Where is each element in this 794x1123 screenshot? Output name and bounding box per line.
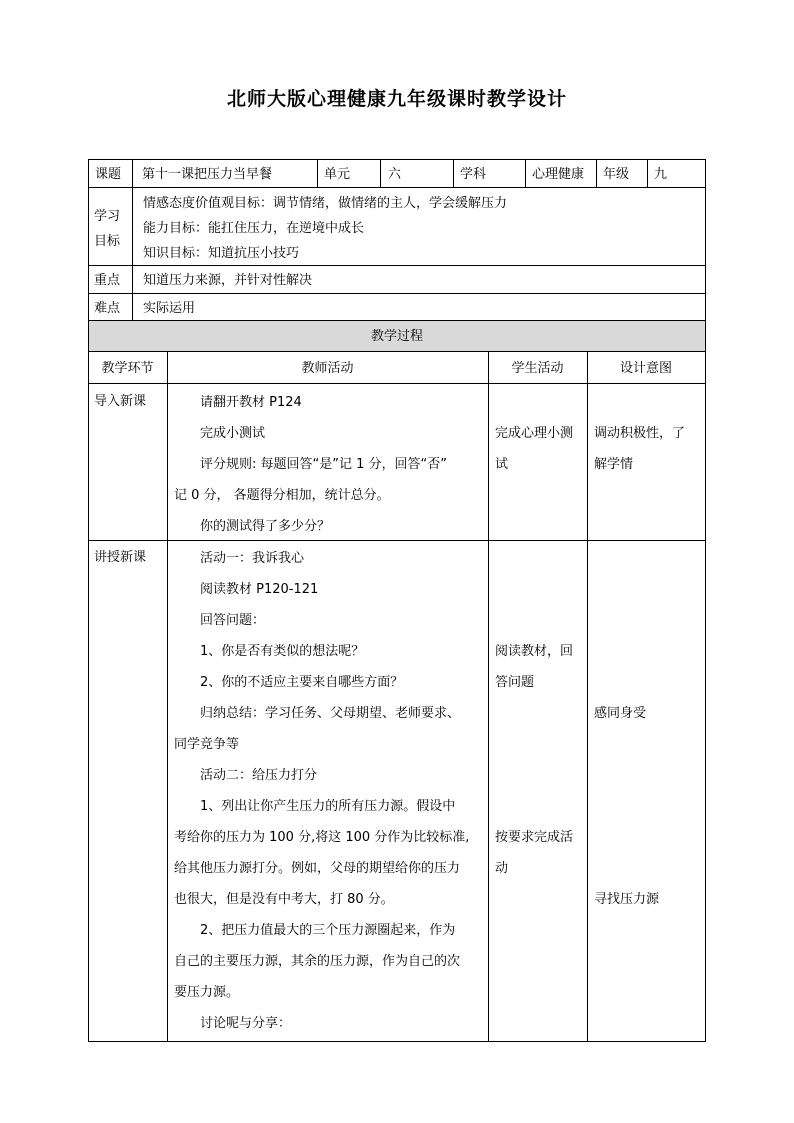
lecture-teacher-line: 阅读教材 P120-121 [200,582,319,597]
rule [317,159,318,187]
rule [88,187,706,188]
lecture-student-line: 动 [495,861,509,876]
goal-ability: 能力目标：能扛住压力，在逆境中成长 [143,221,365,236]
rule [88,265,706,266]
goal-attitude: 情感态度价值观目标：调节情绪，做情绪的主人，学会缓解压力 [143,196,508,211]
rule [88,159,706,160]
rule [88,320,706,321]
intro-teacher-line: 评分规则: 每题回答“是”记 1 分，回答“否” [200,457,447,472]
lecture-teacher-line: 考给你的压力为 100 分,将这 100 分作为比较标准, [174,830,470,845]
lecture-teacher-line: 同学竞争等 [174,737,240,752]
lecture-teacher-line: 活动一：我诉我心 [200,551,305,566]
lecture-student-activity-1 [495,636,585,698]
intro-teacher-activity [174,387,486,542]
rule [88,383,706,384]
lecture-stage: 讲授新课 [94,550,147,565]
lecture-teacher-line: 2、你的不适应主要来自哪些方面？ [200,675,404,690]
header-teacher: 教师活动 [301,361,354,376]
rule [488,351,489,1041]
key-point-value: 知道压力来源，并针对性解决 [143,273,313,288]
intro-student-line: 完成心理小测 [495,426,574,441]
lecture-teacher-line: 给其他压力源打分。例如，父母的期望给你的压力 [174,861,461,876]
lecture-student-activity-2 [495,822,585,884]
rule [453,159,454,187]
intro-teacher-line: 记 0 分， 各题得分相加，统计总分。 [174,488,390,503]
lecture-teacher-line: 自己的主要压力源，其余的压力源，作为自己的次 [174,954,461,969]
subject-label: 学科 [460,167,487,182]
rule [132,159,133,187]
header-student: 学生活动 [511,361,564,376]
intro-design-intent [594,418,704,480]
process-title: 教学过程 [370,329,423,344]
lecture-teacher-line: 1、列出让你产生压力的所有压力源。假设中 [200,799,456,814]
lecture-intent-2: 寻找压力源 [594,892,660,907]
lecture-teacher-line: 活动二：给压力打分 [200,768,318,783]
rule [88,351,706,352]
lecture-teacher-line: 1、你是否有类似的想法呢？ [200,644,365,659]
lecture-teacher-line: 讨论呢与分享： [200,1016,292,1031]
rule [587,351,588,1041]
intro-intent-line: 调动积极性，了 [594,426,686,441]
rule [88,159,89,1042]
lecture-student-line: 按要求完成活 [495,830,574,845]
intro-student-activity [495,418,585,480]
header-stage: 教学环节 [101,361,154,376]
lecture-intent-1: 感同身受 [594,706,647,721]
lecture-teacher-activity [174,543,486,1039]
grade-label: 年级 [603,167,630,182]
key-point-label: 重点 [94,273,121,288]
rule [88,293,706,294]
lesson-value: 第十一课把压力当早餐 [142,167,273,182]
subject-value: 心理健康 [532,167,585,182]
rule [705,159,706,1042]
rule [596,159,597,187]
unit-label: 单元 [324,167,351,182]
rule [380,159,381,187]
lesson-plan-table [88,159,706,1042]
intro-teacher-line: 请翻开教材 P124 [200,395,302,410]
lecture-teacher-line: 2、把压力值最大的三个压力源圈起来，作为 [200,923,456,938]
rule [167,351,168,1041]
lesson-label: 课题 [95,167,122,182]
lecture-teacher-line: 要压力源。 [174,985,240,1000]
lecture-teacher-line: 归纳总结：学习任务、父母期望、老师要求、 [200,706,461,721]
goals-label-line2: 目标 [94,234,121,249]
lecture-student-line: 答问题 [495,675,535,690]
intro-student-line: 试 [495,457,509,472]
lecture-teacher-line: 也很大，但是没有中考大，打 80 分。 [174,892,394,907]
difficulty-label: 难点 [94,301,121,316]
rule [647,159,648,187]
intro-teacher-line: 完成小测试 [200,426,266,441]
goals-label-line1: 学习 [94,209,121,224]
unit-value: 六 [388,167,402,182]
intro-teacher-line: 你的测试得了多少分？ [200,519,331,534]
goal-knowledge: 知识目标：知道抗压小技巧 [143,246,300,261]
page-title: 北师大版心理健康九年级课时教学设计 [226,88,567,110]
rule [88,1041,706,1042]
rule [525,159,526,187]
difficulty-value: 实际运用 [143,301,196,316]
grade-value: 九 [654,167,668,182]
lecture-student-line: 阅读教材，回 [495,644,574,659]
lecture-teacher-line: 回答问题： [200,613,266,628]
intro-intent-line: 解学情 [594,457,634,472]
header-intent: 设计意图 [619,361,672,376]
intro-stage: 导入新课 [94,394,147,409]
rule [132,187,133,320]
